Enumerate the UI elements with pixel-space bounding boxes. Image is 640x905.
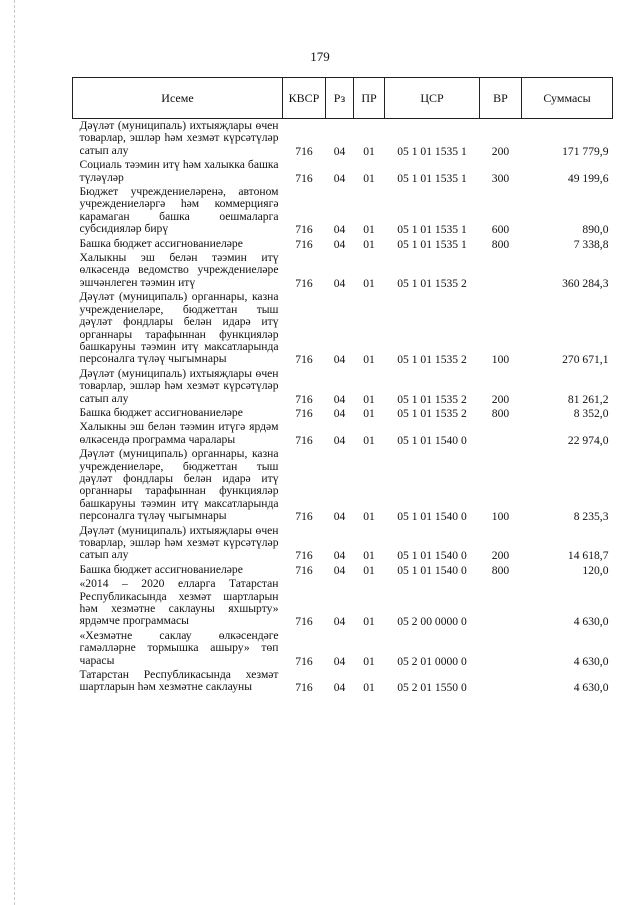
table-row — [73, 524, 613, 563]
cell-name: Дәүләт (муниципаль) ихтыяҗлары өчен товарлар, эшләр һәм хезмәт күрсәтүләр сатып алу — [79, 366, 279, 405]
col-header-vr: ВР — [480, 78, 522, 119]
cell-rz: 04 — [333, 353, 346, 367]
table-row — [73, 290, 613, 366]
table-row — [73, 577, 613, 629]
cell-vr — [480, 668, 522, 695]
cell-pr: 01 — [363, 223, 375, 237]
table-row — [73, 406, 613, 420]
cell-csr: 05 2 00 0000 0 — [397, 615, 467, 629]
cell-pr: 01 — [363, 433, 375, 447]
col-header-pr: ПР — [354, 78, 385, 119]
scan-margin-line — [14, 0, 15, 905]
cell-sum: 14 618,7 — [567, 549, 609, 563]
cell-csr: 05 1 01 1535 1 — [397, 171, 467, 185]
cell-rz: 04 — [333, 392, 346, 406]
cell-name: Дәүләт (муниципаль) органнары, казна учреждениеләре, бюджеттан тыш дәүләт фондлары белән идарә итү органнары тарафыннан функцияләр башкаруны тәэмин итү максатларында персоналга түләү чыгымнары — [79, 290, 279, 366]
cell-csr: 05 1 01 1535 1 — [397, 144, 467, 158]
cell-name: Социаль тәэмин итү һәм халыкка башка түләүләр — [79, 158, 279, 184]
cell-sum: 4 630,0 — [573, 654, 609, 668]
cell-sum: 120,0 — [582, 563, 609, 577]
cell-pr: 01 — [363, 237, 375, 251]
cell-rz: 04 — [333, 681, 346, 695]
cell-vr — [480, 251, 522, 290]
cell-vr: 100 — [491, 353, 510, 367]
table-row — [73, 237, 613, 251]
cell-sum: 4 630,0 — [573, 681, 609, 695]
cell-csr: 05 1 01 1535 2 — [397, 392, 467, 406]
cell-sum: 890,0 — [582, 223, 609, 237]
budget-table — [72, 77, 613, 695]
cell-kvsr: 716 — [295, 237, 313, 251]
cell-csr: 05 1 01 1540 0 — [397, 549, 467, 563]
cell-sum: 360 284,3 — [562, 276, 609, 290]
cell-vr: 200 — [491, 549, 510, 563]
cell-kvsr: 716 — [295, 353, 313, 367]
cell-rz: 04 — [333, 276, 346, 290]
cell-rz: 04 — [333, 144, 346, 158]
cell-csr: 05 1 01 1535 1 — [397, 237, 467, 251]
cell-vr: 300 — [491, 171, 510, 185]
col-header-sum: Суммасы — [522, 78, 613, 119]
cell-sum: 270 671,1 — [562, 353, 609, 367]
cell-kvsr: 716 — [295, 654, 313, 668]
cell-pr: 01 — [363, 681, 375, 695]
cell-rz: 04 — [333, 510, 346, 524]
table-row — [73, 563, 613, 577]
cell-sum: 22 974,0 — [567, 433, 609, 447]
table-row — [73, 251, 613, 290]
cell-vr: 800 — [491, 406, 510, 420]
cell-name: Дәүләт (муниципаль) ихтыяҗлары өчен товарлар, эшләр һәм хезмәт күрсәтүләр сатып алу — [79, 119, 279, 157]
cell-kvsr: 716 — [295, 510, 313, 524]
cell-sum: 81 261,2 — [567, 392, 609, 406]
cell-kvsr: 716 — [295, 276, 313, 290]
cell-name: Татарстан Республикасында хезмәт шартларын һәм хезмәтне саклауны — [79, 668, 279, 694]
cell-vr — [480, 420, 522, 447]
cell-rz: 04 — [333, 223, 346, 237]
cell-pr: 01 — [363, 563, 375, 577]
cell-rz: 04 — [333, 406, 346, 420]
cell-csr: 05 1 01 1535 1 — [397, 223, 467, 237]
table-row — [73, 447, 613, 523]
cell-kvsr: 716 — [295, 171, 313, 185]
cell-csr: 05 1 01 1535 2 — [397, 353, 467, 367]
cell-sum: 4 630,0 — [573, 615, 609, 629]
cell-rz: 04 — [333, 237, 346, 251]
table-row — [73, 119, 613, 159]
cell-rz: 04 — [333, 654, 346, 668]
cell-name: Дәүләт (муниципаль) ихтыяҗлары өчен товарлар, эшләр һәм хезмәт күрсәтүләр сатып алу — [79, 523, 279, 562]
cell-vr: 200 — [491, 392, 510, 406]
cell-pr: 01 — [363, 353, 375, 367]
cell-vr: 800 — [491, 237, 510, 251]
cell-rz: 04 — [333, 615, 346, 629]
page-number: 179 — [310, 49, 330, 64]
cell-name: Дәүләт (муниципаль) органнары, казна учреждениеләре, бюджеттан тыш дәүләт фондлары белән идарә итү органнары тарафыннан функцияләр башкаруны тәэмин итү максатларында персоналга түләү чыгымнары — [79, 447, 279, 523]
cell-pr: 01 — [363, 276, 375, 290]
cell-kvsr: 716 — [295, 563, 313, 577]
col-header-name: Исеме — [73, 78, 283, 119]
cell-name: «2014 – 2020 елларга Татарстан Республикасында хезмәт шартларын һәм хезмәтне саклауны яхшырту» ярдәмче программасы — [79, 577, 279, 628]
cell-pr: 01 — [363, 171, 375, 185]
cell-vr — [480, 577, 522, 629]
cell-name: Халыкны эш белән тәэмин итү өлкәсендә ведомство учреждениеләре эшчәнлеген тәэмин итү — [79, 251, 279, 289]
cell-name: «Хезмәтне саклау өлкәсендәге гамәлләрне тормышка ашыру» төп чарасы — [79, 628, 279, 667]
cell-csr: 05 1 01 1535 2 — [397, 406, 467, 420]
cell-csr: 05 1 01 1540 0 — [397, 510, 467, 524]
cell-vr — [480, 629, 522, 668]
cell-name: Бюджет учреждениеләренә, автоном учреждениеләргә һәм коммерциягә карамаган башка оешмаларга субсидияләр бирү — [79, 185, 279, 236]
col-header-csr: ЦСР — [385, 78, 480, 119]
cell-sum: 171 779,9 — [562, 144, 609, 158]
cell-kvsr: 716 — [295, 406, 313, 420]
cell-pr: 01 — [363, 615, 375, 629]
table-row — [73, 185, 613, 237]
cell-name: Башка бюджет ассигнованиеләре — [79, 405, 243, 419]
table-row — [73, 420, 613, 447]
cell-sum: 49 199,6 — [567, 171, 609, 185]
cell-pr: 01 — [363, 510, 375, 524]
cell-pr: 01 — [363, 654, 375, 668]
cell-kvsr: 716 — [295, 681, 313, 695]
cell-name: Халыкны эш белән тәэмин итүгә ярдәм өлкәсендә программа чаралары — [79, 420, 279, 446]
cell-kvsr: 716 — [295, 223, 313, 237]
table-row — [73, 668, 613, 695]
cell-kvsr: 716 — [295, 549, 313, 563]
cell-pr: 01 — [363, 144, 375, 158]
cell-pr: 01 — [363, 392, 375, 406]
cell-csr: 05 1 01 1535 2 — [397, 276, 467, 290]
cell-kvsr: 716 — [295, 392, 313, 406]
cell-csr: 05 2 01 1550 0 — [397, 681, 467, 695]
cell-kvsr: 716 — [295, 433, 313, 447]
cell-sum: 8 352,0 — [573, 406, 609, 420]
cell-rz: 04 — [333, 549, 346, 563]
col-header-kvsr: КВСР — [283, 78, 326, 119]
col-header-rz: Рз — [326, 78, 354, 119]
cell-name: Башка бюджет ассигнованиеләре — [79, 236, 243, 250]
cell-kvsr: 716 — [295, 144, 313, 158]
cell-csr: 05 2 01 0000 0 — [397, 654, 467, 668]
cell-kvsr: 716 — [295, 615, 313, 629]
table-header-row — [73, 78, 613, 119]
cell-vr: 200 — [491, 144, 510, 158]
table-row — [73, 629, 613, 668]
cell-vr: 600 — [491, 223, 510, 237]
table-row — [73, 367, 613, 406]
cell-csr: 05 1 01 1540 0 — [397, 433, 467, 447]
cell-sum: 8 235,3 — [573, 510, 609, 524]
cell-sum: 7 338,8 — [573, 237, 609, 251]
cell-pr: 01 — [363, 549, 375, 563]
cell-csr: 05 1 01 1540 0 — [397, 563, 467, 577]
table-body — [73, 119, 613, 695]
cell-pr: 01 — [363, 406, 375, 420]
cell-rz: 04 — [333, 563, 346, 577]
cell-vr: 100 — [491, 510, 510, 524]
cell-rz: 04 — [333, 433, 346, 447]
table-row — [73, 158, 613, 185]
cell-vr: 800 — [491, 563, 510, 577]
cell-rz: 04 — [333, 171, 346, 185]
cell-name: Башка бюджет ассигнованиеләре — [79, 562, 243, 576]
